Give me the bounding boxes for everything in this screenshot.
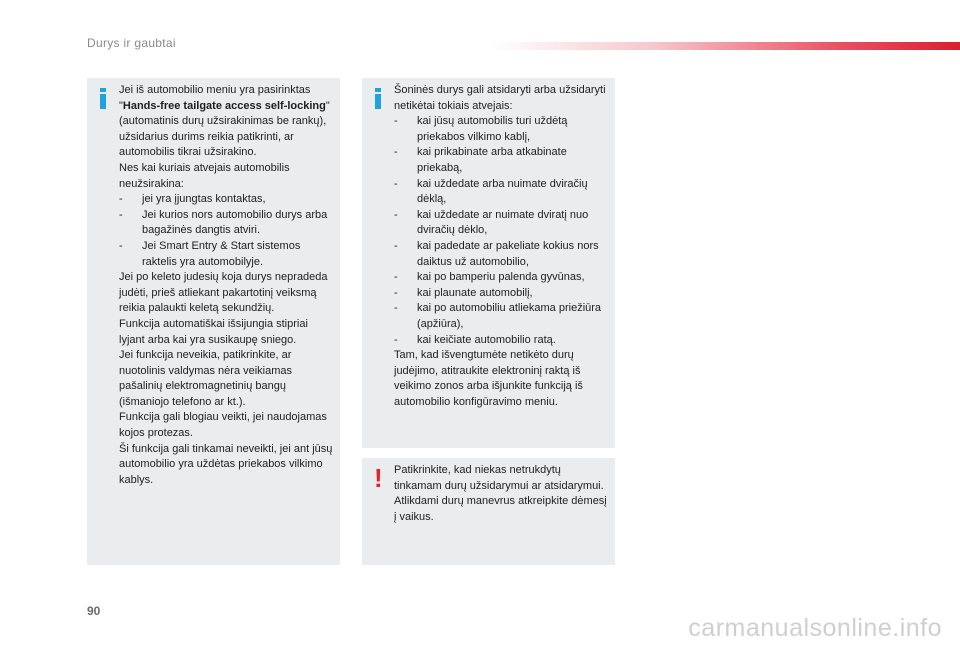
paragraph: Šoninės durys gali atsidaryti arba užsidaryti netikėtai tokiais atvejais: [394, 84, 606, 112]
list-dash: - [394, 333, 398, 346]
text-span: " (automatinis durų užsirakinimas be rankų), užsidarius durims reikia patikrinti, ar automobilis tikrai užsirakino. [119, 99, 330, 159]
list-item [119, 239, 335, 270]
list-item-text: kai padedate ar pakeliate kokius nors daiktus už automobilio, [417, 239, 599, 268]
list-item-text: kai jūsų automobilis turi uždėtą priekabos vilkimo kablį, [417, 115, 568, 143]
list-item [394, 286, 610, 302]
warning-box-text [394, 463, 610, 525]
paragraph: Ši funkcija gali tinkamai neveikti, jei ant jūsų automobilio yra uždėtas priekabos vilkimo kablys. [119, 442, 333, 486]
list-item-text: kai prikabinate arba atkabinate priekabą, [417, 146, 567, 174]
list-dash: - [394, 239, 398, 252]
section-title: Durys ir gaubtai [87, 36, 176, 50]
paragraph: Patikrinkite, kad niekas netrukdytų tinkamam durų užsidarymui ar atsidarymui. [394, 464, 604, 492]
list-item [394, 208, 610, 239]
list-dash: - [394, 177, 398, 190]
list-item-text: kai po automobiliu atliekama priežiūra (apžiūra), [417, 302, 602, 330]
list-dash: - [119, 208, 123, 221]
list-dash: - [394, 286, 398, 299]
info-icon [99, 88, 109, 110]
page-number: 90 [87, 604, 101, 618]
list-item [119, 208, 335, 239]
paragraph: Funkcija automatiškai išsijungia stipriai lyjant arba kai yra susikaupę sniego. [119, 317, 308, 346]
info-box-tailgate [87, 78, 340, 565]
list-item-text: kai plaunate automobilį, [417, 286, 533, 299]
list-item [394, 177, 610, 208]
list-item [394, 270, 610, 286]
list-item [394, 333, 610, 349]
list-item-text: Jei Smart Entry & Start sistemos raktelis yra automobilyje. [142, 239, 301, 268]
list-item-text: kai uždedate arba nuimate dviračių dėklą, [417, 177, 588, 206]
paragraph: Tam, kad išvengtumėte netikėto durų judėjimo, atitraukite elektroninį raktą iš veikimo zonos arba išjunkite funkciją iš automobilio konfigūravimo meniu. [394, 349, 583, 408]
info-box-side-doors [362, 78, 615, 448]
paragraph: Jei funkcija neveikia, patikrinkite, ar nuotolinis valdymas nėra veikiamas pašalinių elektromagnetinių bangų (išmaniojo telefono ar kt.). [119, 349, 293, 408]
list-dash: - [394, 208, 398, 221]
list-dash: - [394, 271, 398, 284]
list-item [394, 114, 610, 145]
warning-icon: ! [374, 463, 383, 493]
text-span: Jei iš automobilio meniu yra pasirinktas " [119, 84, 311, 112]
list-item-text: Jei kurios nors automobilio durys arba bagažinės dangtis atviri. [142, 208, 328, 237]
paragraph: Jei po keleto judesių koja durys nepradeda judėti, prieš atliekant pakartotinį veiksmą reikia palaukti keletą sekundžių. [119, 271, 328, 315]
list-item [119, 192, 335, 208]
list-item-text: kai uždedate ar nuimate dviratį nuo dviračių dėklo, [417, 208, 589, 237]
list-dash: - [394, 146, 398, 159]
watermark: carmanualsonline.info [688, 614, 942, 642]
warning-box-door-operation [362, 458, 615, 565]
info-icon [374, 88, 384, 110]
paragraph [119, 83, 335, 161]
list-dash: - [119, 193, 123, 206]
list-item-text: jei yra įjungtas kontaktas, [142, 193, 266, 206]
list-dash: - [119, 239, 123, 252]
list-dash: - [394, 302, 398, 315]
bold-term: Hands-free tailgate access self-locking [122, 99, 326, 112]
info-box-tailgate-text [119, 83, 335, 488]
info-box-side-doors-text [394, 83, 610, 410]
list-item-text: kai po bamperiu palenda gyvūnas, [417, 271, 585, 284]
header-accent-bar [490, 42, 960, 50]
list-item-text: kai keičiate automobilio ratą. [417, 333, 556, 346]
list-item [394, 301, 610, 332]
list-dash: - [394, 115, 398, 128]
paragraph: Funkcija gali blogiau veikti, jei naudojamas kojos protezas. [119, 411, 327, 440]
list-item [394, 145, 610, 176]
list-item [394, 239, 610, 270]
paragraph: Nes kai kuriais atvejais automobilis neužsirakina: [119, 161, 290, 190]
paragraph: Atlikdami durų manevrus atkreipkite dėmesį į vaikus. [394, 495, 607, 523]
